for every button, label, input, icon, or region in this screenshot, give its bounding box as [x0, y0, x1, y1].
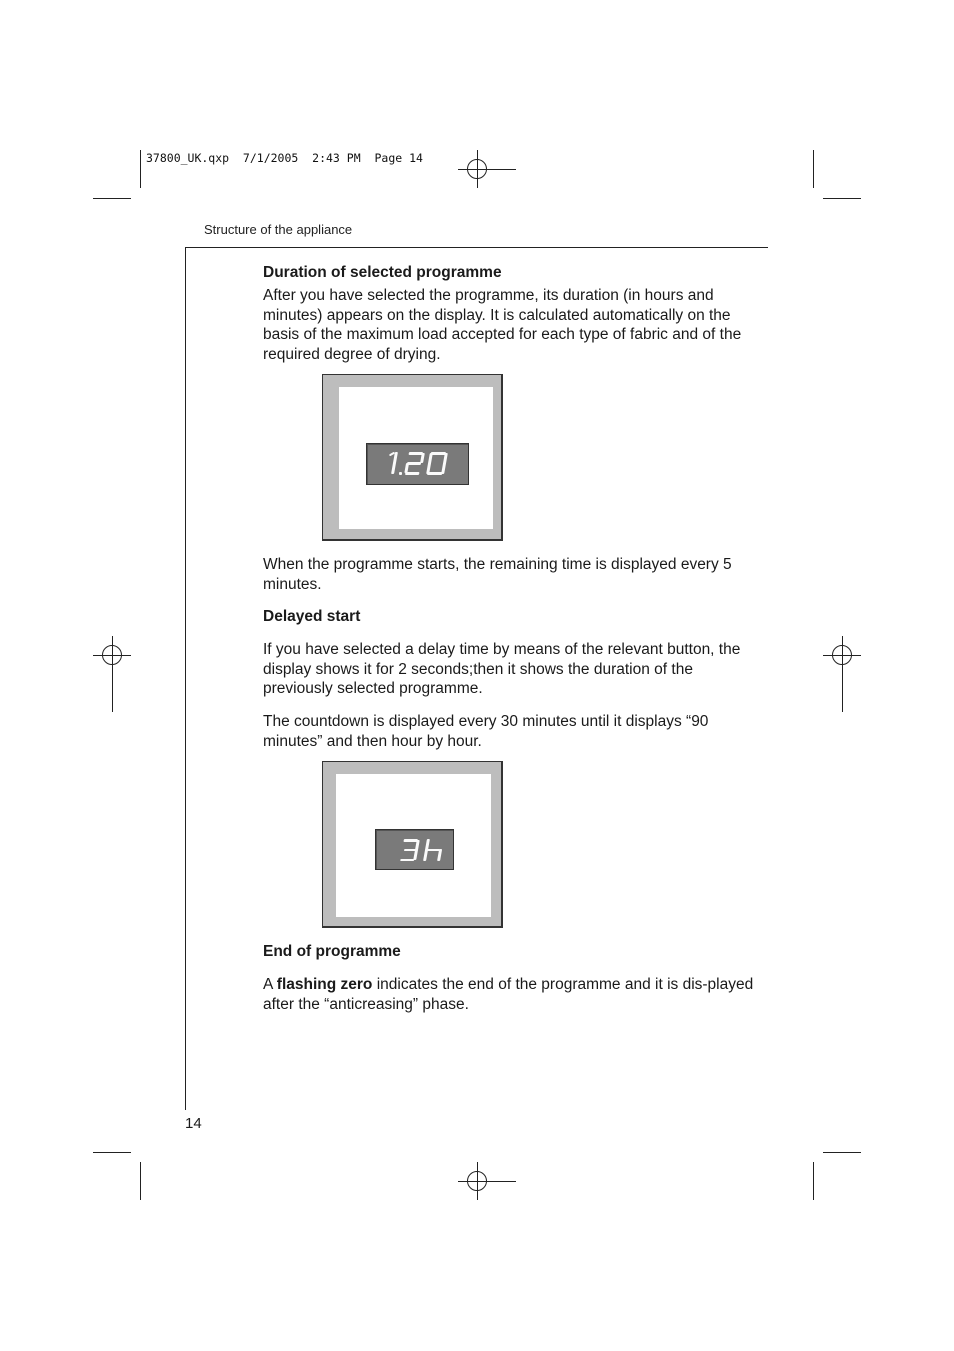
heading-delayed-start: Delayed start — [263, 608, 361, 625]
registration-mark — [458, 150, 496, 188]
print-slug: 37800_UK.qxp 7/1/2005 2:43 PM Page 14 — [146, 151, 423, 165]
running-head: Structure of the appliance — [204, 222, 353, 237]
lcd-letter-h — [422, 839, 444, 861]
heading-end-of-programme: End of programme — [263, 943, 401, 960]
lcd-display-delay — [375, 829, 454, 870]
lcd-digit-2 — [403, 452, 425, 475]
crop-mark — [93, 198, 131, 199]
registration-mark — [823, 636, 861, 674]
crop-mark — [93, 1152, 131, 1153]
crop-mark — [813, 150, 814, 188]
paragraph-delayed-1: If you have selected a delay time by means of the relevant button, the display shows it for 2 seconds;then it shows the duration of the previously selected programme. — [263, 641, 741, 697]
flashing-zero-term: flashing zero — [276, 976, 373, 993]
page-number: 14 — [185, 1115, 202, 1132]
crop-mark — [140, 1162, 141, 1200]
margin-rule — [185, 247, 186, 1110]
paragraph-delayed-2: The countdown is displayed every 30 minutes until it displays “90 minutes” and then hour by hour. — [263, 713, 709, 750]
crop-mark — [813, 1162, 814, 1200]
registration-mark — [93, 636, 131, 674]
lcd-display-duration — [366, 443, 469, 485]
paragraph-remaining-time: When the programme starts, the remaining time is displayed every 5 minutes. — [263, 556, 732, 593]
lcd-digit-0 — [425, 452, 449, 475]
lcd-digit-3 — [398, 839, 420, 861]
crop-mark — [823, 1152, 861, 1153]
paragraph-duration: After you have selected the programme, its duration (in hours and minutes) appears on the display. It is calculated automatically on the basis of the maximum load accepted for each type of fabric and of the required degree of drying. — [263, 287, 742, 363]
lcd-decimal-point — [399, 472, 402, 475]
lcd-digit-1 — [391, 452, 398, 474]
registration-mark — [458, 1162, 496, 1200]
crop-mark — [140, 150, 141, 188]
display-panel-delay — [322, 761, 503, 928]
crop-mark — [823, 198, 861, 199]
header-rule — [185, 247, 768, 248]
display-panel-duration — [322, 374, 503, 541]
paragraph-end: A flashing zero indicates the end of the programme and it is dis-played after the “anticreasing” phase. — [263, 976, 754, 1013]
heading-duration: Duration of selected programme — [263, 264, 502, 281]
